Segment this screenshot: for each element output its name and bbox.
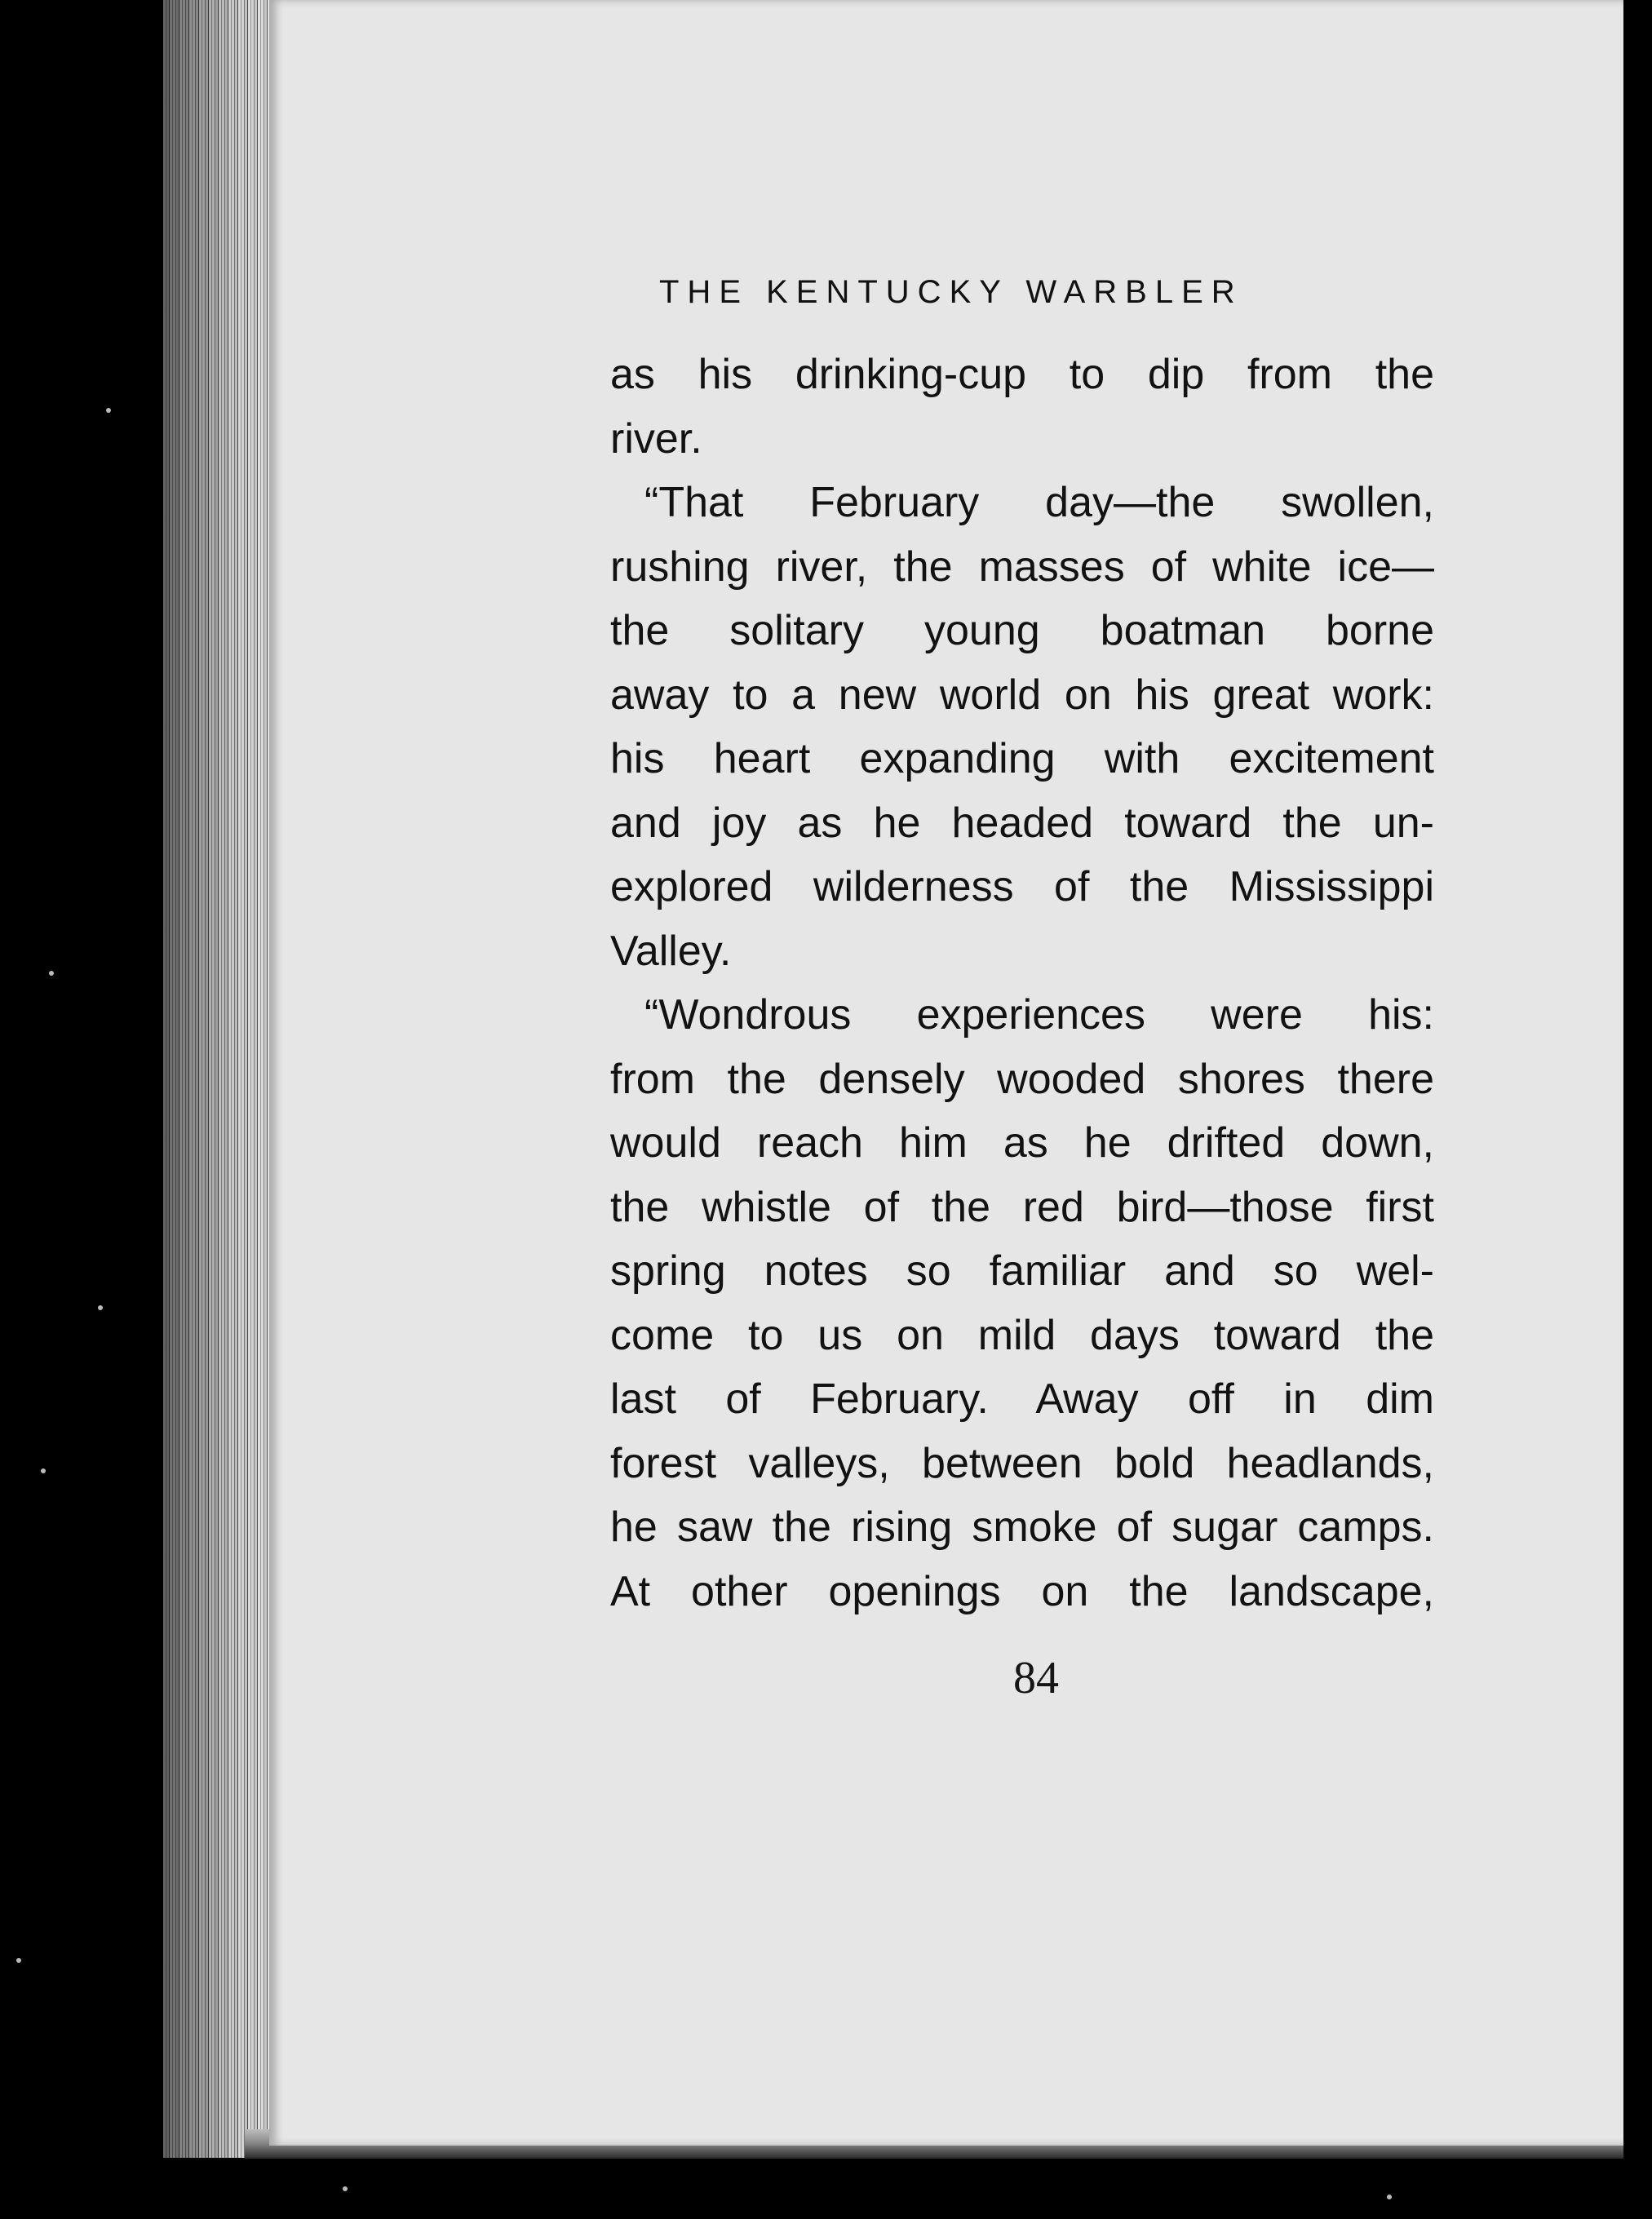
text-line: the solitary young boatman borne [610, 607, 1434, 654]
text-line: from the densely wooded shores there [610, 1055, 1434, 1103]
text-line: “Wondrous experiences were his: [644, 991, 1434, 1039]
text-line: come to us on mild days toward the [610, 1311, 1434, 1359]
text-line: “That February day—the swollen, [644, 479, 1434, 526]
text-line: and joy as he headed toward the un- [610, 799, 1434, 847]
text-line: his heart expanding with excitement [610, 735, 1434, 782]
dust-speck [98, 1305, 103, 1310]
text-line: spring notes so familiar and so wel- [610, 1247, 1434, 1295]
dust-speck [41, 1468, 46, 1473]
text-line: explored wilderness of the Mississippi [610, 863, 1434, 910]
text-line: rushing river, the masses of white ice— [610, 543, 1434, 591]
text-line: river. [610, 414, 702, 463]
text-line: last of February. Away off in dim [610, 1375, 1434, 1423]
body-text [610, 343, 1434, 1623]
text-line: would reach him as he drifted down, [610, 1119, 1434, 1167]
text-line: he saw the rising smoke of sugar camps. [610, 1504, 1434, 1551]
dust-speck [343, 2186, 348, 2191]
dust-speck [16, 1958, 21, 1963]
text-line: forest valleys, between bold headlands, [610, 1439, 1434, 1487]
running-head: THE KENTUCKY WARBLER [659, 274, 1243, 310]
dust-speck [1387, 2195, 1392, 2199]
page-number: 84 [1013, 1653, 1059, 1703]
scan-border-right [1623, 0, 1652, 2219]
text-line: At other openings on the landscape, [610, 1567, 1434, 1615]
text-line: as his drinking-cup to dip from the [610, 351, 1434, 398]
page-edges-shadow [163, 0, 286, 2158]
dust-speck [106, 408, 111, 413]
text-line: the whistle of the red bird—those first [610, 1183, 1434, 1231]
text-line: away to a new world on his great work: [610, 671, 1434, 719]
dust-speck [49, 971, 54, 976]
text-line: Valley. [610, 927, 732, 975]
